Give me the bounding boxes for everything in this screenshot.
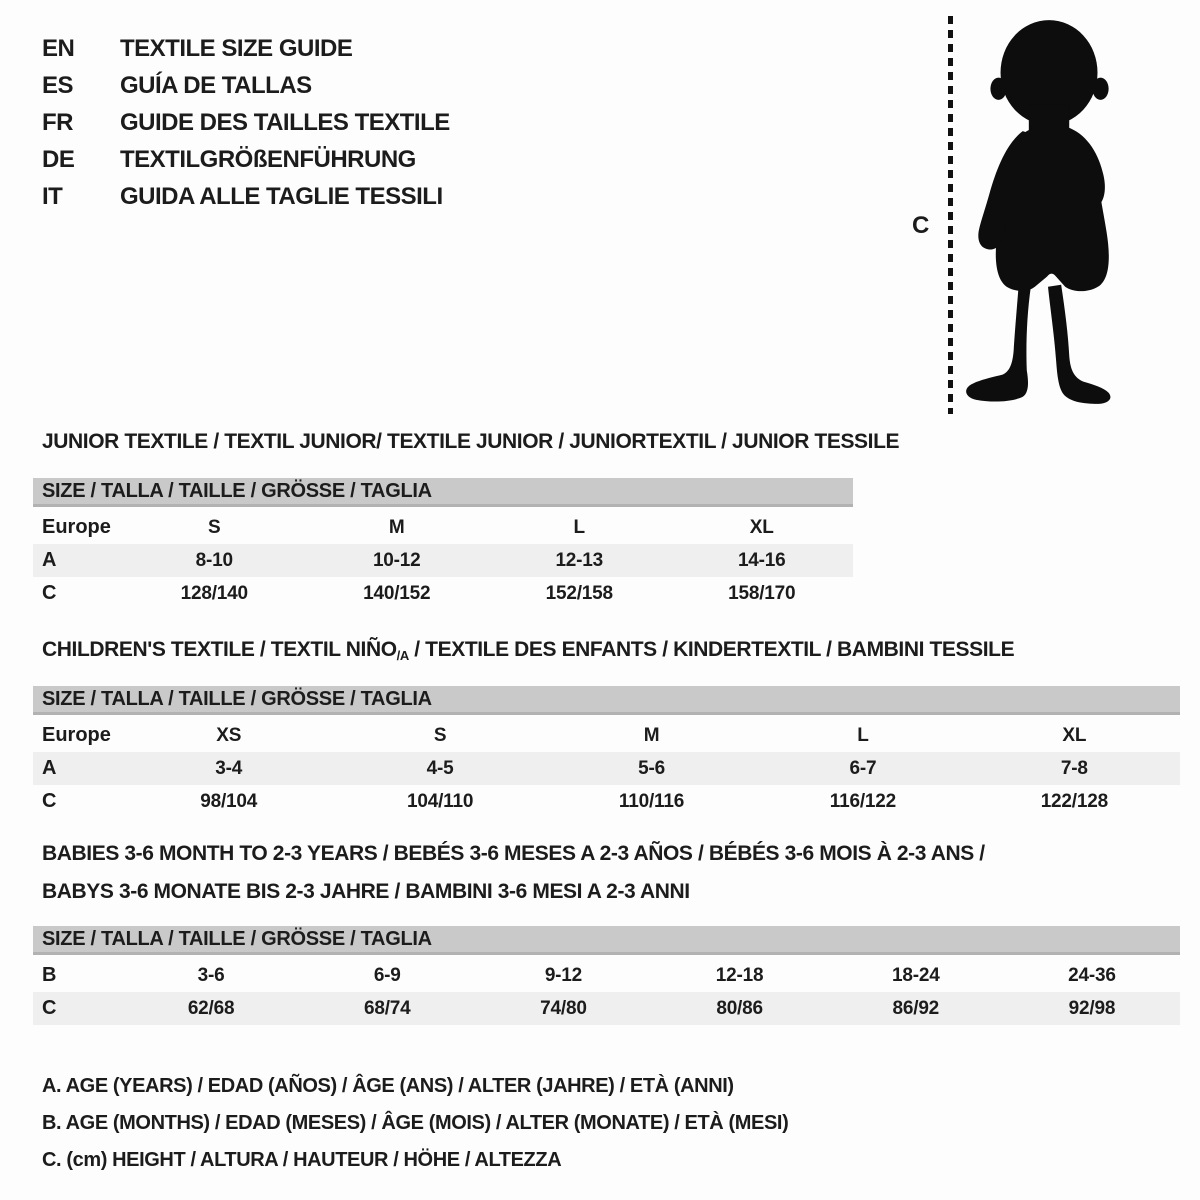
- junior-size-table: [33, 478, 853, 610]
- row-value: XS: [216, 725, 242, 746]
- row-value: L: [573, 517, 585, 538]
- row-value: S: [208, 517, 221, 538]
- language-header: [42, 30, 450, 215]
- row-value: 86/92: [892, 998, 940, 1019]
- language-code: ES: [42, 72, 74, 99]
- row-value: 6-9: [373, 965, 401, 986]
- children-section-title: [42, 638, 1014, 663]
- table-row-a: [33, 544, 853, 577]
- row-value: 10-12: [372, 550, 421, 571]
- legend-line-c: C. (cm) HEIGHT / ALTURA / HAUTEUR / HÖHE / ALTEZZA: [42, 1149, 562, 1171]
- size-table-header: SIZE / TALLA / TAILLE / GRÖSSE / TAGLIA: [33, 926, 1180, 955]
- junior-section-title: JUNIOR TEXTILE / TEXTIL JUNIOR/ TEXTILE JUNIOR / JUNIORTEXTIL / JUNIOR TESSILE: [42, 430, 900, 453]
- row-label: Europe: [42, 516, 111, 538]
- row-value: 62/68: [187, 998, 235, 1019]
- row-value: 68/74: [363, 998, 411, 1019]
- row-value: M: [643, 725, 660, 746]
- toddler-silhouette-icon: [956, 12, 1138, 416]
- row-value: 116/122: [829, 791, 897, 812]
- language-code: DE: [42, 146, 75, 173]
- row-value: 18-24: [891, 965, 940, 986]
- row-label: A: [42, 757, 57, 779]
- children-size-table: [33, 686, 1180, 818]
- table-row-a: [33, 752, 1180, 785]
- row-value: 98/104: [200, 791, 258, 812]
- row-label: C: [42, 790, 57, 812]
- row-value: 104/110: [406, 791, 474, 812]
- row-value: 7-8: [1060, 758, 1088, 779]
- language-title: GUIDA ALLE TAGLIE TESSILI: [120, 183, 443, 210]
- row-value: M: [388, 517, 405, 538]
- row-label: C: [42, 997, 57, 1019]
- legend-line-b: B. AGE (MONTHS) / EDAD (MESES) / ÂGE (MOIS) / ALTER (MONATE) / ETÀ (MESI): [42, 1112, 789, 1134]
- language-row-fr: [42, 104, 450, 141]
- children-title-post: / TEXTILE DES ENFANTS / KINDERTEXTIL / BAMBINI TESSILE: [408, 638, 1015, 661]
- row-value: 12-18: [715, 965, 764, 986]
- row-value: 158/170: [728, 583, 796, 604]
- table-row-europe: [33, 719, 1180, 752]
- language-code: IT: [42, 183, 63, 210]
- row-label: B: [42, 964, 57, 986]
- height-measure-label: C: [912, 212, 930, 239]
- row-value: 74/80: [540, 998, 587, 1019]
- row-value: 3-4: [215, 758, 243, 779]
- row-value: S: [433, 725, 447, 746]
- height-measure-dashed-line: [948, 16, 953, 414]
- table-row-c: [33, 992, 1180, 1025]
- row-value: 24-36: [1068, 965, 1116, 986]
- row-value: 110/116: [618, 791, 685, 812]
- row-value: 4-5: [426, 758, 454, 779]
- row-value: 92/98: [1068, 998, 1116, 1019]
- row-value: 8-10: [195, 550, 233, 571]
- babies-section-title-line1: BABIES 3-6 MONTH TO 2-3 YEARS / BEBÉS 3-6 MESES A 2-3 AÑOS / BÉBÉS 3-6 MOIS À 2-3 ANS /: [42, 842, 985, 865]
- babies-size-table: [33, 926, 1180, 1025]
- row-label: A: [42, 549, 57, 571]
- babies-section-title-line2: BABYS 3-6 MONATE BIS 2-3 JAHRE / BAMBINI 3-6 MESI A 2-3 ANNI: [42, 880, 690, 903]
- row-value: 152/158: [545, 583, 613, 604]
- measurement-legend: [42, 1068, 788, 1179]
- table-row-b: [33, 959, 1180, 992]
- row-label: C: [42, 582, 57, 604]
- row-value: 5-6: [638, 758, 665, 779]
- row-value: 14-16: [737, 550, 786, 571]
- row-value: 128/140: [180, 583, 248, 604]
- language-row-es: [42, 67, 450, 104]
- row-value: 80/86: [716, 998, 763, 1019]
- row-value: 9-12: [544, 965, 583, 986]
- children-title-pre: CHILDREN'S TEXTILE / TEXTIL NIÑO: [42, 638, 397, 661]
- language-title: TEXTILGRÖßENFÜHRUNG: [120, 146, 416, 173]
- table-row-c: [33, 785, 1180, 818]
- row-value: XL: [1062, 725, 1087, 746]
- table-row-c: [33, 577, 853, 610]
- language-row-en: [42, 30, 450, 67]
- row-value: L: [857, 725, 869, 746]
- language-code: EN: [42, 35, 75, 62]
- language-code: FR: [42, 109, 73, 136]
- row-label: Europe: [42, 724, 111, 746]
- children-title-subscript: /A: [396, 648, 409, 663]
- language-row-it: [42, 178, 450, 215]
- row-value: 6-7: [849, 758, 877, 779]
- row-value: 3-6: [197, 965, 225, 986]
- row-value: 122/128: [1040, 791, 1108, 812]
- row-value: 12-13: [555, 550, 604, 571]
- row-value: 140/152: [363, 583, 431, 604]
- language-title: GUIDE DES TAILLES TEXTILE: [120, 109, 450, 136]
- legend-line-a: A. AGE (YEARS) / EDAD (AÑOS) / ÂGE (ANS) / ALTER (JAHRE) / ETÀ (ANNI): [42, 1075, 734, 1097]
- row-value: XL: [749, 517, 774, 538]
- language-title: GUÍA DE TALLAS: [120, 72, 312, 99]
- size-table-header: SIZE / TALLA / TAILLE / GRÖSSE / TAGLIA: [33, 686, 1180, 715]
- language-row-de: [42, 141, 450, 178]
- table-row-europe: [33, 511, 853, 544]
- language-title: TEXTILE SIZE GUIDE: [120, 35, 353, 62]
- size-table-header: SIZE / TALLA / TAILLE / GRÖSSE / TAGLIA: [33, 478, 853, 507]
